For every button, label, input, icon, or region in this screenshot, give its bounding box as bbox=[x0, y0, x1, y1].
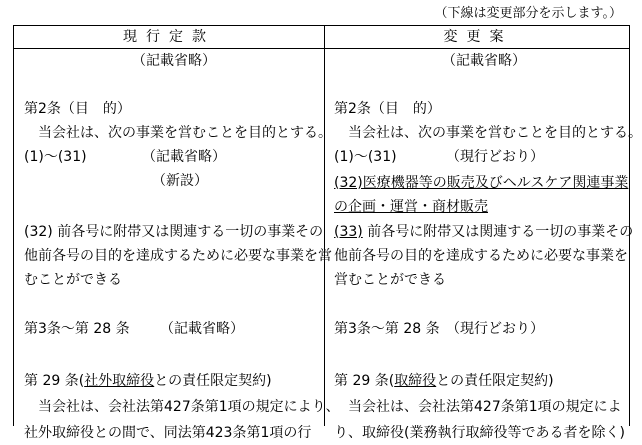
item33-text: 前各号に附帯又は関連する一切の事業その bbox=[362, 224, 634, 240]
article29-prefix: 第 29 条( bbox=[24, 373, 85, 389]
item33-line1 bbox=[334, 220, 633, 244]
new-item32-line1: (32)医療機器等の販売及びヘルスケア関連事業 bbox=[334, 175, 629, 191]
item-1-31-note: （記載省略） bbox=[142, 149, 226, 165]
article29-body: 当会社は、会社法第427条第1項の規定により、 bbox=[38, 399, 340, 415]
item33-line3: 営むことができる bbox=[334, 272, 446, 288]
item-1-31: (1)～(31) bbox=[24, 149, 87, 165]
item33-number: (33) bbox=[334, 224, 363, 240]
header-proposed: 変更案 bbox=[443, 29, 513, 45]
article2-title: 第2条（目 的） bbox=[24, 101, 131, 117]
item32-line3: むことができる bbox=[24, 272, 122, 288]
item-1-31: (1)～(31) bbox=[334, 149, 397, 165]
article2-body: 当会社は、次の事業を営むことを目的とする。 bbox=[38, 125, 332, 141]
comparison-table bbox=[13, 25, 642, 441]
article29-next: り、取締役(業務執行取締役等である者を除く) bbox=[334, 425, 625, 441]
article3-28-note: （現行どおり） bbox=[446, 321, 544, 337]
article29-prefix: 第 29 条( bbox=[334, 373, 395, 389]
article29-suffix: との責任限定契約) bbox=[436, 373, 554, 389]
item32-line1: (32) 前各号に附帯又は関連する一切の事業その bbox=[24, 224, 324, 240]
new-item32-line2: の企画・運営・商材販売 bbox=[334, 199, 488, 215]
article29-body: 当会社は、会社法第427条第1項の規定によ bbox=[348, 399, 622, 415]
article3-28: 第3条～第 28 条 bbox=[24, 321, 130, 337]
article29-title bbox=[334, 369, 554, 393]
article2-title: 第2条（目 的） bbox=[334, 101, 441, 117]
article2-body: 当会社は、次の事業を営むことを目的とする。 bbox=[348, 125, 642, 141]
omitted-top: （記載省略） bbox=[442, 53, 526, 69]
column-divider bbox=[324, 26, 325, 426]
change-note: （下線は変更部分を示します。） bbox=[434, 6, 622, 21]
item33-line2: 他前各号の目的を達成するために必要な事業を bbox=[334, 248, 628, 264]
article29-title bbox=[24, 369, 272, 393]
table-header bbox=[14, 26, 629, 49]
header-current: 現行定款 bbox=[123, 29, 215, 45]
article3-28-note: （記載省略） bbox=[160, 321, 244, 337]
item-1-31-note: （現行どおり） bbox=[446, 149, 544, 165]
new-item-placeholder: （新設） bbox=[152, 173, 208, 189]
article29-underlined: 取締役 bbox=[394, 373, 437, 389]
omitted-top: （記載省略） bbox=[132, 53, 216, 69]
article29-suffix: との責任限定契約) bbox=[154, 373, 272, 389]
article29-underlined: 社外取締役 bbox=[84, 373, 155, 389]
item32-line2: 他前各号の目的を達成するために必要な事業を営 bbox=[24, 248, 332, 264]
article3-28: 第3条～第 28 条 bbox=[334, 321, 440, 337]
article29-next: 社外取締役との間で、同法第423条第1項の行 bbox=[24, 425, 312, 441]
